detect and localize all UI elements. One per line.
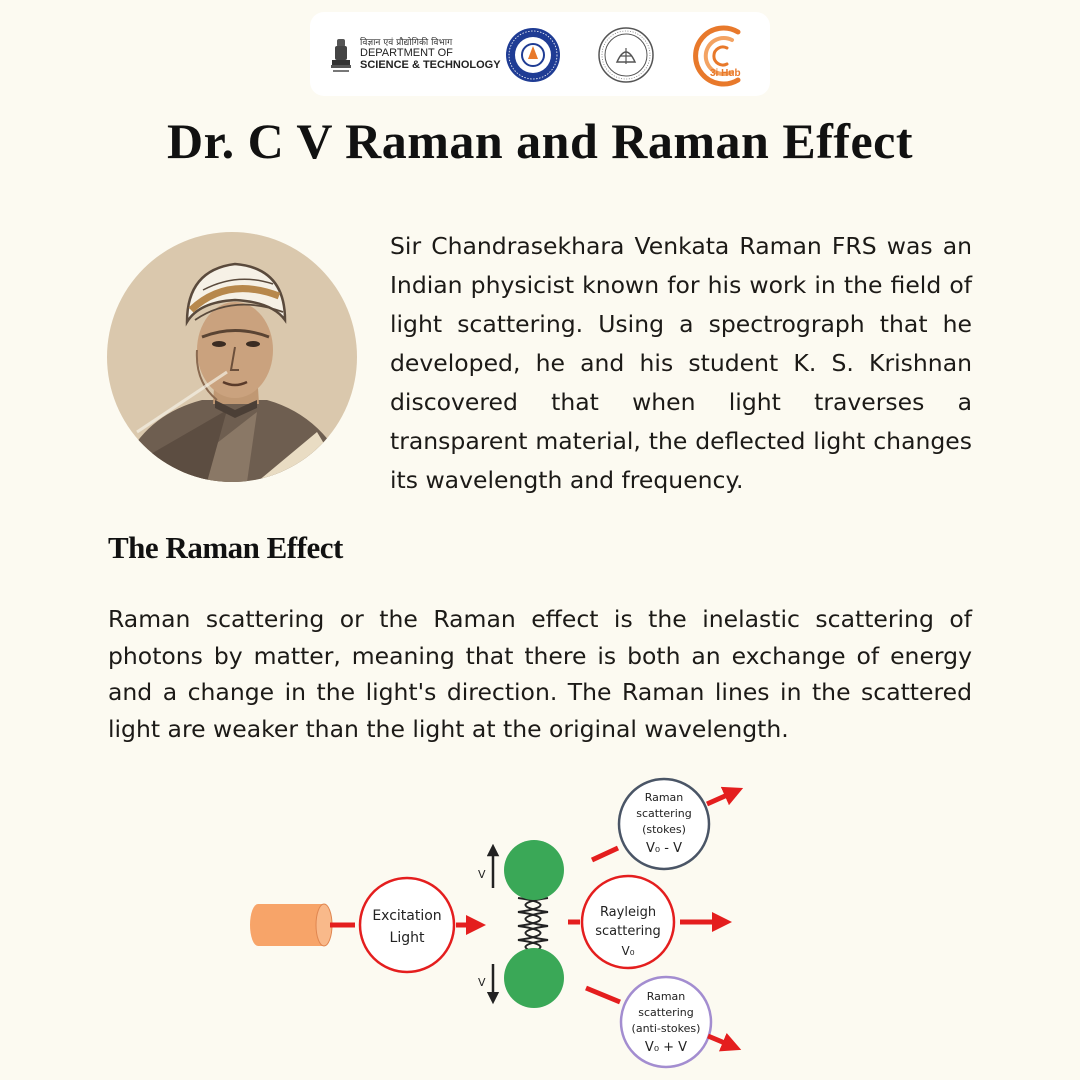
anti-stokes-node [621,977,711,1067]
rayleigh-label-2: scattering [595,924,661,939]
logo-bar [310,12,770,96]
excitation-label-2: Light [389,930,425,946]
anti-stokes-label-3: (anti-stokes) [631,1022,701,1035]
page-title: Dr. C V Raman and Raman Effect [166,113,914,169]
stokes-node [619,779,709,869]
institute-seal-logo [597,26,655,84]
anti-stokes-label-4: V₀ + V [644,1040,688,1055]
stokes-arrow-out [707,792,734,804]
stokes-label-4: V₀ - V [646,841,682,856]
molecule [504,840,564,1008]
anti-stokes-label-1: Raman [646,990,686,1003]
stokes-arrow-in [592,848,618,860]
dst-name-line1: DEPARTMENT OF [360,47,453,60]
anti-stokes-label-2: scattering [638,1006,694,1019]
rayleigh-label-3: V₀ [621,944,635,958]
stokes-label-3: (stokes) [642,823,686,836]
excitation-light-node [360,878,454,972]
light-source-cylinder [250,904,332,946]
rayleigh-node [582,876,674,968]
rayleigh-label-1: Rayleigh [599,905,657,920]
dst-name-line2: SCIENCE & TECHNOLOGY [360,58,501,71]
anti-stokes-arrow-out [708,1036,732,1046]
c3ihub-logo [686,20,762,92]
raman-effect-paragraph: Raman scattering or the Raman effect is the inelastic scattering of photons by matter, meaning that there is both an exchange of energy and a change in the light's direction. The Raman lines in the scattered light are weaker than the light at the original wavelength. [108,605,972,743]
vibration-up-label: V [478,868,486,881]
mission-seal-logo [504,26,562,84]
raman-bio-paragraph: Sir Chandrasekhara Venkata Raman FRS was an Indian physicist known for his work in the field of light scattering. Using a spectrograph that he developed, he and his student K. S. Krishnan discovered that when light traverses a transparent material, the deflected light changes its wavelength and frequency. [390,232,972,494]
dst-hindi-name: विज्ञान एवं प्रौद्योगिकी विभाग [360,37,453,48]
cv-raman-portrait [107,232,357,482]
anti-stokes-arrow-in [586,988,620,1002]
excitation-label-1: Excitation [372,908,442,924]
vibration-down-label: V [478,976,486,989]
stokes-label-2: scattering [636,807,692,820]
dst-logo [328,32,501,78]
section-heading: The Raman Effect [108,530,343,565]
national-emblem-icon [328,35,354,75]
raman-scattering-diagram [0,770,1080,1080]
stokes-label-1: Raman [644,791,684,804]
c3ihub-label: 3i Hub [710,68,741,79]
